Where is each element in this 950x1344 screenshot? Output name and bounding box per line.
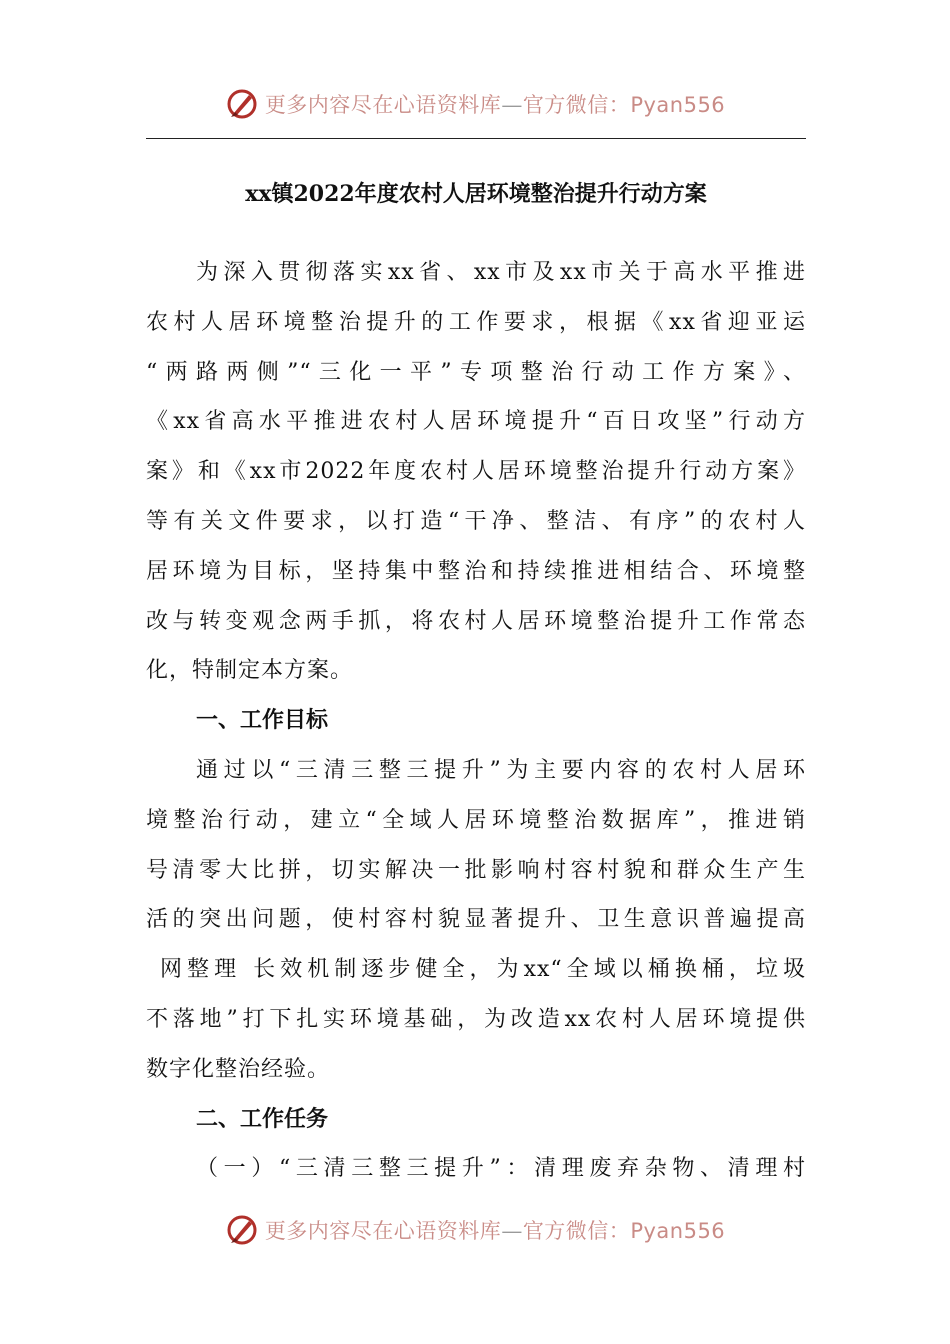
watermark-account: Pyan556 [630, 1219, 726, 1243]
body-line: 不落地”打下扎实环境基础，为改造xx农村人居环境提供 [146, 1006, 806, 1032]
body-line: 为深入贯彻落实xx省、xx市及xx市关于高水平推进 [196, 260, 806, 285]
watermark-prefix: 更多内容尽在心语资料库 [264, 1219, 502, 1243]
document-body [146, 248, 806, 1194]
footer-watermark [0, 1210, 950, 1250]
body-line: 网整理 长效机制逐步健全，为xx“全域以桶换桶，垃圾 [160, 957, 806, 983]
section-heading-tasks: 二、工作任务 [196, 1106, 329, 1132]
watermark-separator: — [501, 1219, 523, 1243]
document-title: xx镇2022年度农村人居环境整治提升行动方案 [245, 181, 707, 207]
pen-circle-logo-icon [225, 1213, 259, 1247]
body-line: 等有关文件要求，以打造“干净、整洁、有序”的农村人 [146, 508, 806, 534]
watermark-text [265, 1215, 725, 1245]
header-divider [146, 138, 806, 139]
body-line: 化，特制定本方案。 [146, 658, 354, 684]
body-line: 案》和《xx市2022年度农村人居环境整治提升行动方案》 [146, 459, 806, 485]
body-line: 境整治行动，建立“全域人居环境整治数据库”，推进销 [146, 807, 806, 833]
body-line: 号清零大比拼，切实解决一批影响村容村貌和群众生产生 [146, 857, 806, 883]
watermark-prefix: 更多内容尽在心语资料库 [264, 93, 502, 117]
body-line: 改与转变观念两手抓，将农村人居环境整治提升工作常态 [146, 608, 806, 634]
watermark-suffix: 官方微信： [522, 1219, 631, 1243]
pen-circle-logo-icon [225, 87, 259, 121]
body-line: 通过以“三清三整三提升”为主要内容的农村人居环 [196, 757, 806, 783]
body-line: （一）“三清三整三提升”：清理废弃杂物、清理村 [196, 1156, 806, 1182]
body-line: 数字化整治经验。 [146, 1056, 331, 1082]
watermark-account: Pyan556 [630, 93, 726, 117]
header-watermark [0, 84, 950, 124]
watermark-suffix: 官方微信： [522, 93, 631, 117]
body-line: “两路两侧”“三化一平”专项整治行动工作方案》、 [146, 359, 806, 385]
watermark-separator: — [501, 93, 523, 117]
body-line: 农村人居环境整治提升的工作要求，根据《xx省迎亚运 [146, 309, 806, 335]
section-heading-goals: 一、工作目标 [196, 708, 329, 734]
watermark-text [265, 89, 725, 119]
body-line: 活的突出问题，使村容村貌显著提升、卫生意识普遍提高 [146, 907, 806, 933]
body-line: 居环境为目标，坚持集中整治和持续推进相结合、环境整 [146, 558, 806, 584]
body-line: 《xx省高水平推进农村人居环境提升“百日攻坚”行动方 [146, 409, 806, 435]
